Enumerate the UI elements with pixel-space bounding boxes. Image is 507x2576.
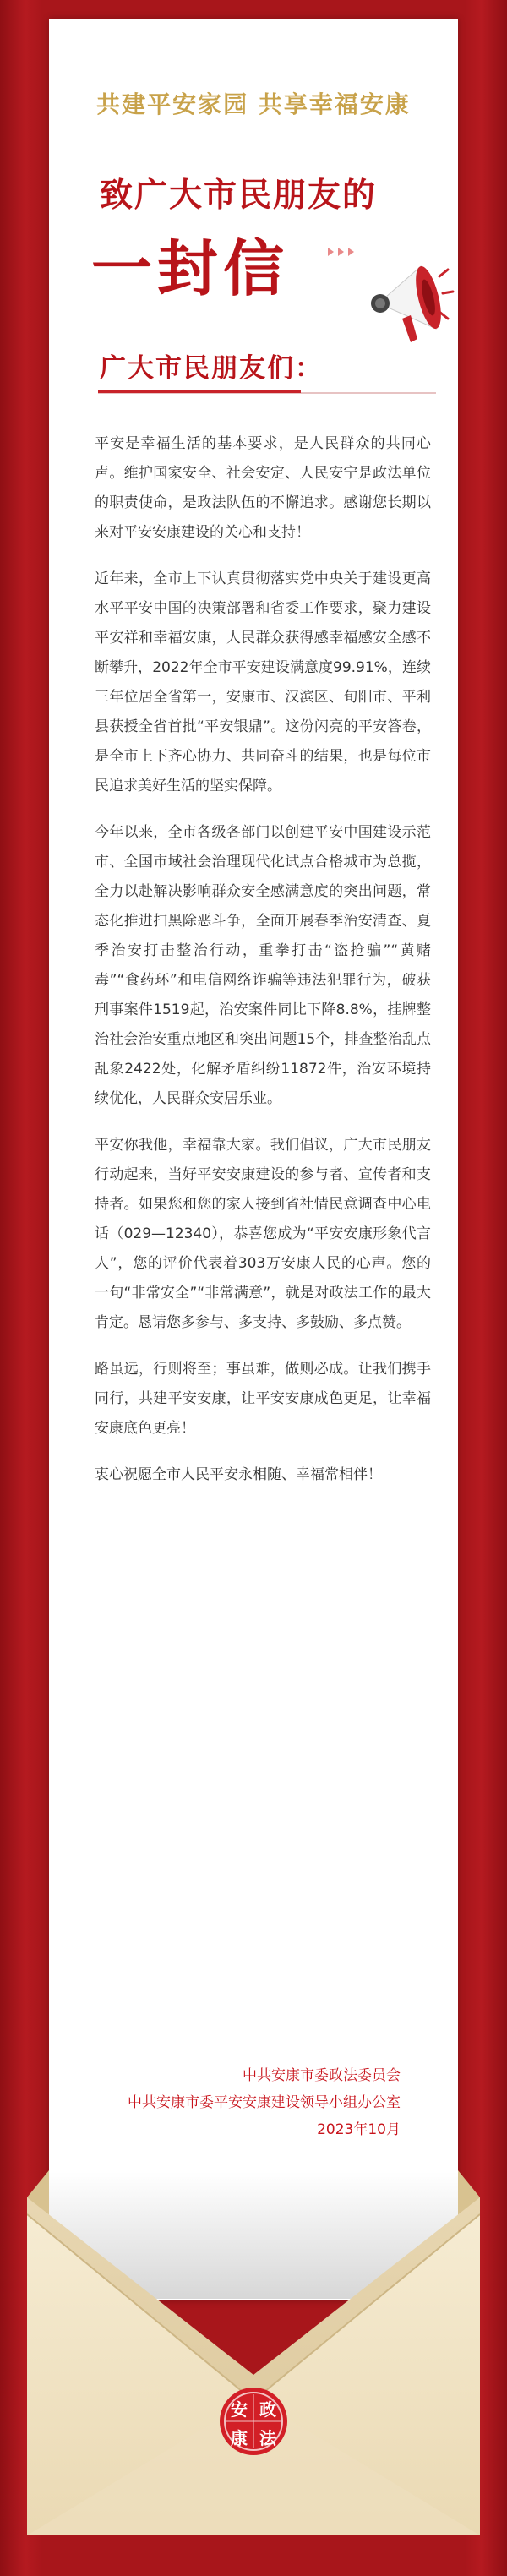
title-line2: 一封信 — [91, 232, 290, 304]
seal-char: 安 — [231, 2399, 248, 2420]
paragraph: 平安是幸福生活的基本要求，是人民群众的共同心声。维护国家安全、社会安定、人民安宁是政法单位的职责使命，是政法队伍的不懈追求。感谢您长期以来对平安安康建设的关心和支持！ — [95, 435, 431, 541]
greeting: 广大市民朋友们： — [100, 353, 323, 384]
paragraph: 衷心祝愿全市人民平安永相随、幸福常相伴！ — [95, 1466, 382, 1483]
letter-body — [95, 429, 431, 1507]
greeting-underline-accent — [98, 390, 301, 393]
title-line1: 致广大市民朋友的 — [100, 176, 378, 215]
signature-block — [128, 2062, 401, 2143]
megaphone-icon — [362, 251, 455, 352]
arrows-icon — [328, 247, 362, 257]
seal-text — [225, 2395, 282, 2453]
letter-paper — [49, 19, 458, 2300]
seal-char: 政 — [259, 2399, 276, 2420]
paragraph: 今年以来，全市各级各部门以创建平安中国建设示范市、全国市域社会治理现代化试点合格城市为总揽，全力以赴解决影响群众安全感满意度的突出问题，常态化推进扫黑除恶斗争，全面开展春季治安清查、夏季治安打击整治行动，重拳打击“盗抢骗”“黄赌毒”“食药环”和电信网络诈骗等违法犯罪行为，破获刑事案件1519起，治安案件同比下降8.8%，挂牌整治社会治安重点地区和突出问题15个，排查整治乱点乱象2422处，化解矛盾纠纷11872件，治安环境持续优化，人民群众安居乐业。 — [95, 824, 431, 1107]
seal-char: 法 — [259, 2428, 276, 2448]
paragraph: 近年来，全市上下认真贯彻落实党中央关于建设更高水平平安中国的决策部署和省委工作要求，聚力建设平安祥和幸福安康，人民群众获得感幸福感安全感不断攀升，2022年全市平安建设满意度99.91%，连续三年位居全省第一，安康市、汉滨区、旬阳市、平利县获授全省首批“平安银鼎”。这份闪亮的平安答卷，是全市上下齐心协力、共同奋斗的结果，也是每位市民追求美好生活的坚实保障。 — [95, 570, 431, 794]
paragraph: 路虽远，行则将至；事虽难，做则必成。让我们携手同行，共建平安安康，让平安安康成色更足，让幸福安康底色更亮！ — [95, 1361, 431, 1437]
slogan: 共建平安家园 共享幸福安康 — [96, 90, 411, 118]
envelope — [27, 2164, 480, 2535]
signature-org2: 中共安康市委平安安康建设领导小组办公室 — [128, 2094, 401, 2111]
seal-char: 康 — [231, 2428, 248, 2448]
signature-org1: 中共安康市委政法委员会 — [243, 2067, 401, 2084]
signature-date: 2023年10月 — [317, 2121, 401, 2138]
paragraph: 平安你我他，幸福靠大家。我们倡议，广大市民朋友行动起来，当好平安安康建设的参与者、宣传者和支持者。如果您和您的家人接到省社情民意调查中心电话（029—12340），恭喜您成为“平安安康形象代言人”，您的评价代表着303万安康人民的心声。您的一句“非常安全”“非常满意”，就是对政法工作的最大肯定。恳请您多参与、多支持、多鼓励、多点赞。 — [95, 1137, 431, 1331]
